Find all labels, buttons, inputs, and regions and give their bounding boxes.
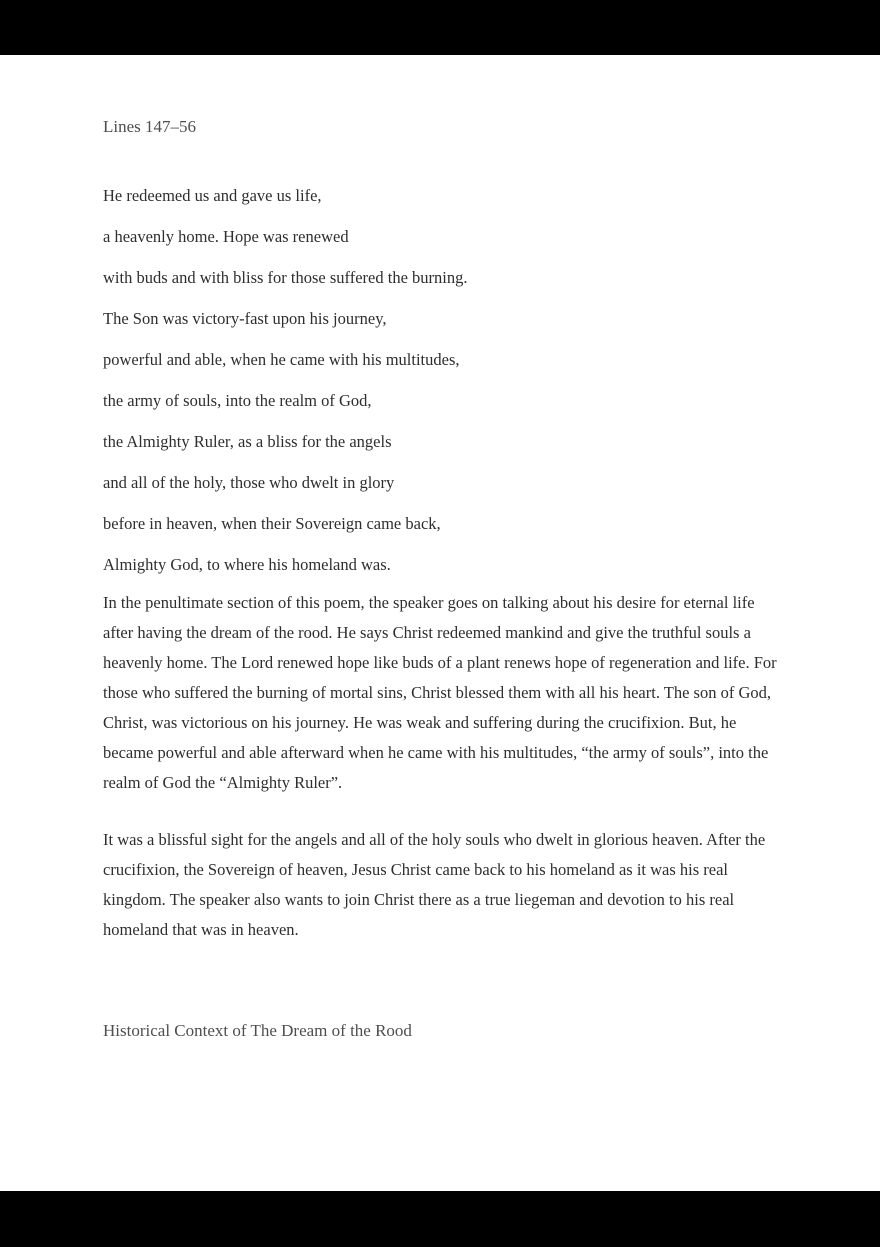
poem-line: He redeemed us and gave us life,: [103, 186, 322, 205]
poem-line: with buds and with bliss for those suffered the burning.: [103, 268, 468, 287]
section-heading-lines: Lines 147–56: [103, 117, 197, 136]
poem-line: a heavenly home. Hope was renewed: [103, 227, 349, 246]
poem-line: and all of the holy, those who dwelt in glory: [103, 473, 395, 492]
poem-line: the Almighty Ruler, as a bliss for the angels: [103, 432, 392, 451]
analysis-block: [103, 588, 778, 945]
document-content: [0, 55, 880, 1191]
poem-line: before in heaven, when their Sovereign came back,: [103, 514, 441, 533]
poem-line: the army of souls, into the realm of God,: [103, 391, 372, 410]
analysis-paragraph: It was a blissful sight for the angels and all of the holy souls who dwelt in glorious heaven. After the crucifixion, the Sovereign of heaven, Jesus Christ came back to his homeland as it was his real kingdom. The speaker also wants to join Christ there as a true liegeman and devotion to his real homeland that was in heaven.: [103, 830, 766, 939]
poem-line: The Son was victory-fast upon his journey,: [103, 309, 387, 328]
letterbox-bottom: [0, 1191, 880, 1247]
poem-line: Almighty God, to where his homeland was.: [103, 555, 391, 574]
historical-context-heading: Historical Context of The Dream of the Rood: [103, 1021, 412, 1040]
poem-line: powerful and able, when he came with his multitudes,: [103, 350, 460, 369]
letterbox-top: [0, 0, 880, 55]
analysis-paragraph: In the penultimate section of this poem, the speaker goes on talking about his desire for eternal life after having the dream of the rood. He says Christ redeemed mankind and give the truthful souls a heavenly home. The Lord renewed hope like buds of a plant renews hope of regeneration and life. For those who suffered the burning of mortal sins, Christ blessed them with all his heart. The son of God, Christ, was victorious on his journey. He was weak and suffering during the crucifixion. But, he became powerful and able afterward when he came with his multitudes, “the army of souls”, into the realm of God the “Almighty Ruler”.: [103, 593, 777, 792]
poem-block: [103, 175, 778, 585]
